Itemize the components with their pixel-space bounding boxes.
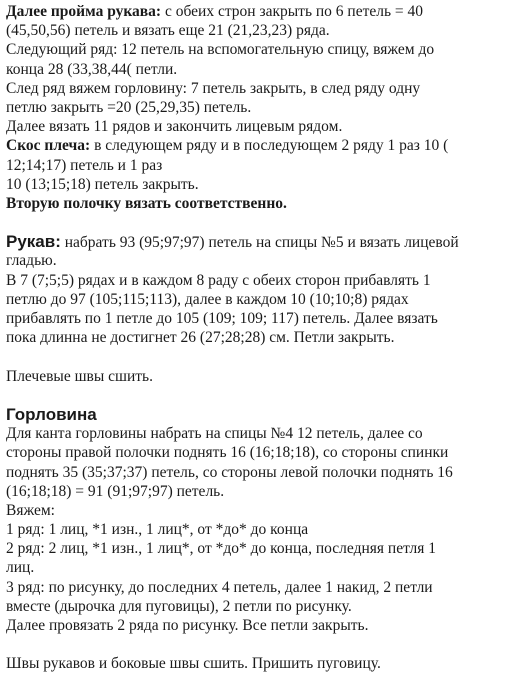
neck-line-1: След ряд вяжем горловину: 7 петель закрыть, в след ряду одну <box>6 79 421 97</box>
neckline-line-2: стороны правой полочки поднять 16 (16;18;18), со стороны спинки <box>6 444 449 462</box>
armhole-text-1: с обеих строн закрыть по 6 петель = 40 <box>161 3 424 20</box>
next-row-line-1: Следующий ряд: 12 петель на вспомогательную спицу, вяжем до <box>6 41 435 59</box>
shoulder-line-1 <box>6 136 509 155</box>
finish-line: Далее провязать 2 ряда по рисунку. Все петли закрыть. <box>6 617 369 634</box>
second-front-line: Вторую полочку вязать соответственно. <box>6 194 287 212</box>
shoulder-line-3: 10 (13;15;18) петель закрыть. <box>6 175 199 193</box>
rows-line-1: Далее вязать 11 рядов и закончить лицевым рядом. <box>6 118 343 136</box>
row-2-line-2: лиц. <box>6 559 35 577</box>
knitting-instructions-document <box>6 2 509 674</box>
sleeve-line-5: прибавлять по 1 петле до 105 (109; 109; 117) петель. Далее вязать <box>6 310 438 327</box>
shoulder-text-1: в следующем ряду и в последующем 2 ряду 1 раз 10 ( <box>90 137 449 155</box>
next-row-line-2: конца 28 (33,38,44( петли. <box>6 60 178 78</box>
knit-label-line: Вяжем: <box>6 501 55 519</box>
neck-line-2: петлю закрыть =20 (25,29,35) петель. <box>6 98 252 116</box>
sleeve-line-1 <box>6 232 509 251</box>
spacer <box>6 347 509 366</box>
spacer <box>6 635 509 654</box>
neckline-line-1: Для канта горловины набрать на спицы №4 12 петель, далее со <box>6 425 423 443</box>
row-2-line-1: 2 ряд: 2 лиц, *1 изн., 1 лиц*, от *до* до конца, последняя петля 1 <box>6 540 436 558</box>
spacer <box>6 213 509 232</box>
neckline-line-3: поднять 35 (35;37;37) петель, со стороны левой полочки поднять 16 <box>6 463 453 481</box>
sleeve-line-4: петлю до 97 (105;115;113), далее в каждом 10 (10;10;8) рядах <box>6 290 409 308</box>
shoulder-line-2: 12;14;17) петель и 1 раз <box>6 156 163 174</box>
armhole-line-1 <box>6 2 509 21</box>
final-line: Швы рукавов и боковые швы сшить. Пришить пуговицу. <box>6 655 381 673</box>
row-3-line-2: вместе (дырочка для пуговицы), 2 петли по рисунку. <box>6 597 352 615</box>
shoulder-seams-line: Плечевые швы сшить. <box>6 367 153 385</box>
sleeve-label: Рукав: <box>6 232 61 252</box>
row-3-line-1: 3 ряд: по рисунку, до последних 4 петель, далее 1 накид, 2 петли <box>6 578 433 596</box>
armhole-line-2: (45,50,56) петель и вязать еще 21 (21,23,23) ряда. <box>6 22 330 40</box>
sleeve-line-3: В 7 (7;5;5) рядах и в каждом 8 раду с обеих сторон прибавлять 1 <box>6 271 431 289</box>
armhole-label: Далее пройма рукава: <box>6 3 162 20</box>
spacer <box>6 386 509 405</box>
sleeve-line-2: гладью. <box>6 252 57 270</box>
sleeve-line-6: пока длинна не достигнет 26 (27;28;28) см. Петли закрыть. <box>6 329 395 347</box>
neckline-line-4: (16;18;18) = 91 (91;97;97) петель. <box>6 482 225 500</box>
neckline-heading: Горловина <box>6 404 97 424</box>
row-1-line: 1 ряд: 1 лиц, *1 изн., 1 лиц*, от *до* до конца <box>6 521 309 539</box>
shoulder-label: Скос плеча: <box>6 137 91 155</box>
sleeve-text-1: набрать 93 (95;97;97) петель на спицы №5 и вязать лицевой <box>60 234 459 252</box>
